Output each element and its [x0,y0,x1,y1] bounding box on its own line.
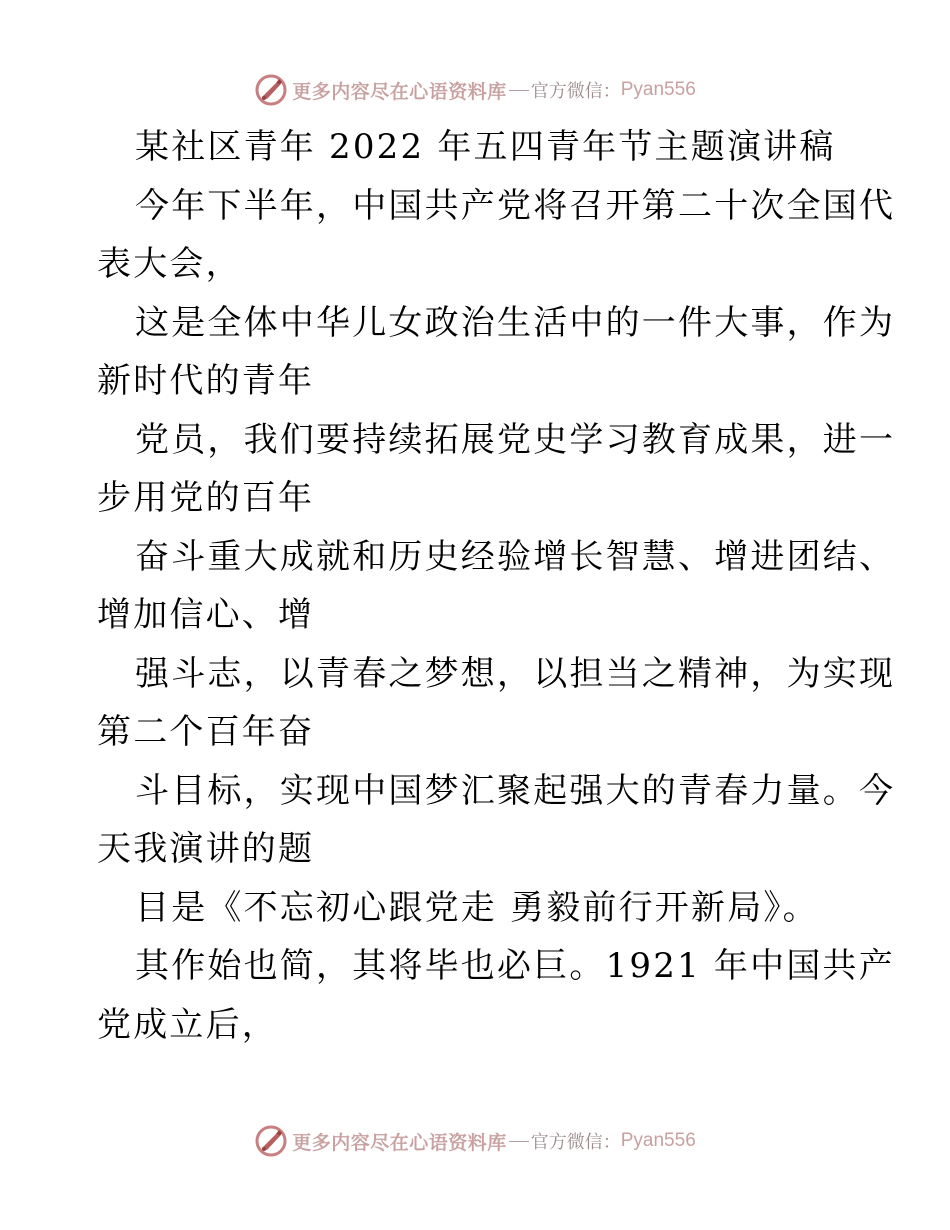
pen-circle-logo-icon [254,1124,288,1158]
document-line: 斗目标，实现中国梦汇聚起强大的青春力量。今 [135,770,896,811]
document-line: 表大会， [97,244,242,284]
banner-wechat-label: 官方微信： [530,1132,621,1153]
document-line: 某社区青年 2022 年五四青年节主题演讲稿 [135,127,836,167]
pen-circle-logo-icon [254,73,288,107]
document-line: 目是《不忘初心跟党走 勇毅前行开新局》。 [135,887,819,928]
banner-brand-text: 更多内容尽在心语资料库 [292,80,507,103]
document-line: 新时代的青年 [97,361,315,401]
footer-watermark-banner [0,1121,950,1161]
document-line: 增加信心、增 [97,595,315,635]
banner-wechat-label: 官方微信： [530,81,621,102]
banner-divider [509,90,529,91]
document-line: 第二个百年奋 [97,712,315,752]
banner-wechat-id: Pyan556 [620,79,696,100]
document-line: 奋斗重大成就和历史经验增长智慧、增进团结、 [135,536,896,577]
document-line: 党员，我们要持续拓展党史学习教育成果，进一 [135,419,896,460]
banner-brand-text: 更多内容尽在心语资料库 [292,1131,507,1154]
document-line: 今年下半年，中国共产党将召开第二十次全国代 [135,185,896,226]
document-line: 党成立后， [97,1004,278,1045]
document-line: 其作始也简，其将毕也必巨。1921 年中国共产 [135,946,895,986]
document-line: 强斗志，以青春之梦想，以担当之精神，为实现 [135,653,896,694]
document-body [97,118,896,1054]
document-line: 步用党的百年 [97,478,315,518]
banner-divider [509,1141,529,1142]
document-line: 天我演讲的题 [97,829,315,869]
banner-wechat-id: Pyan556 [620,1130,696,1151]
header-watermark-banner [0,70,950,110]
document-line: 这是全体中华儿女政治生活中的一件大事，作为 [135,302,896,343]
